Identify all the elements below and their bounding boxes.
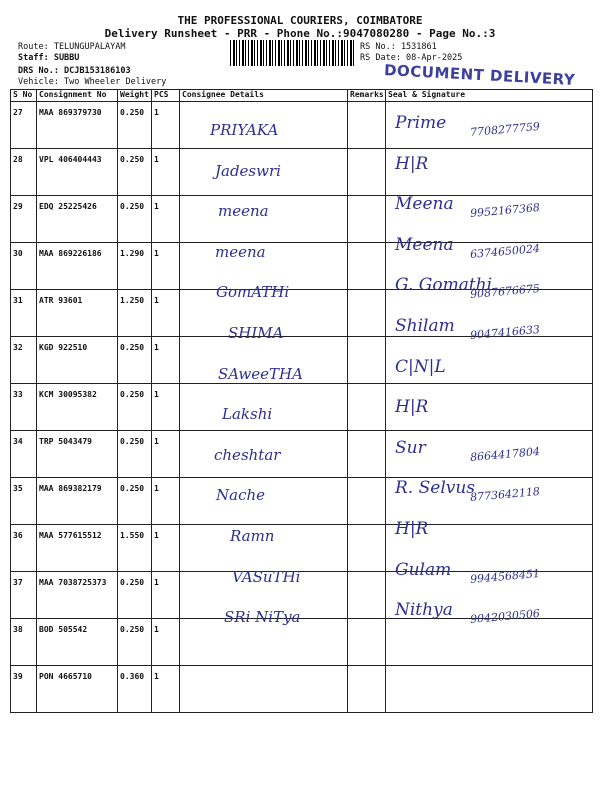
table-header-row xyxy=(11,90,593,102)
signature-handwriting: H|R xyxy=(395,519,429,539)
pcs-cell: 1 xyxy=(152,149,180,196)
pcs-cell: 1 xyxy=(152,243,180,290)
runsheet-subtitle: Delivery Runsheet - PRR - Phone No.:9047080280 - Page No.:3 xyxy=(104,27,496,40)
sno-cell: 27 xyxy=(11,102,37,149)
signature-handwriting: G. Gomathi xyxy=(395,275,493,296)
drs-number: DRS No.: DCJB153186103 xyxy=(18,66,131,76)
remarks-cell xyxy=(348,619,386,666)
remarks-cell xyxy=(348,102,386,149)
consignment-cell: BOD 505542 xyxy=(37,619,118,666)
signature-handwriting: C|N|L xyxy=(395,356,446,377)
col-signature: Seal & Signature xyxy=(386,90,593,102)
remarks-cell xyxy=(348,149,386,196)
col-weight: Weight xyxy=(118,90,152,102)
sno-cell: 37 xyxy=(11,572,37,619)
consignment-cell: TRP 5043479 xyxy=(37,431,118,478)
document-delivery-stamp: DOCUMENT DELIVERY xyxy=(383,61,576,89)
sno-cell: 36 xyxy=(11,525,37,572)
signature-handwriting: Shilam xyxy=(395,316,455,336)
pcs-cell: 1 xyxy=(152,196,180,243)
signature-handwriting: H|R xyxy=(395,397,429,418)
remarks-cell xyxy=(348,666,386,713)
weight-cell: 0.250 xyxy=(118,102,152,149)
consignment-cell: KCM 30095382 xyxy=(37,384,118,431)
weight-cell: 0.250 xyxy=(118,384,152,431)
phone-handwriting: 9047416633 xyxy=(469,322,541,343)
barcode xyxy=(230,40,354,66)
weight-cell: 0.250 xyxy=(118,478,152,525)
weight-cell: 0.250 xyxy=(118,431,152,478)
phone-handwriting: 7708277759 xyxy=(469,119,541,140)
signature-handwriting: Meena xyxy=(395,194,454,215)
consignee-cell xyxy=(180,666,348,713)
pcs-cell: 1 xyxy=(152,478,180,525)
signature-cell xyxy=(386,619,593,666)
phone-handwriting: 8773642118 xyxy=(469,485,541,505)
sno-cell: 38 xyxy=(11,619,37,666)
staff-label: Staff: SUBBU xyxy=(18,53,80,63)
consignee-handwriting: Lakshi xyxy=(222,405,273,424)
weight-cell: 0.250 xyxy=(118,149,152,196)
pcs-cell: 1 xyxy=(152,102,180,149)
sno-cell: 31 xyxy=(11,290,37,337)
consignee-handwriting: meena xyxy=(215,242,266,261)
consignee-handwriting: meena xyxy=(218,202,269,221)
remarks-cell xyxy=(348,525,386,572)
signature-handwriting: R. Selvus xyxy=(395,478,476,499)
phone-handwriting: 8664417804 xyxy=(469,444,541,464)
remarks-cell xyxy=(348,384,386,431)
consignment-cell: KGD 922510 xyxy=(37,337,118,384)
table-row xyxy=(11,619,593,666)
consignment-cell: MAA 869379730 xyxy=(37,102,118,149)
col-sno: S No xyxy=(11,90,37,102)
consignment-cell: MAA 577615512 xyxy=(37,525,118,572)
sno-cell: 33 xyxy=(11,384,37,431)
consignee-handwriting: SRi NiTya xyxy=(224,608,301,627)
pcs-cell: 1 xyxy=(152,666,180,713)
weight-cell: 1.550 xyxy=(118,525,152,572)
signature-handwriting: Nithya xyxy=(395,600,453,621)
pcs-cell: 1 xyxy=(152,431,180,478)
consignee-handwriting: VASuTHi xyxy=(232,567,301,586)
phone-handwriting: 9944568451 xyxy=(469,566,541,586)
remarks-cell xyxy=(348,243,386,290)
consignee-handwriting: Nache xyxy=(216,486,266,505)
consignment-cell: VPL 406404443 xyxy=(37,149,118,196)
signature-handwriting: Meena xyxy=(395,234,454,255)
remarks-cell xyxy=(348,196,386,243)
vehicle-label: Vehicle: Two Wheeler Delivery xyxy=(18,77,167,87)
weight-cell: 0.250 xyxy=(118,196,152,243)
rs-number: RS No.: 1531861 xyxy=(360,42,437,52)
route-label: Route: TELUNGUPALAYAM xyxy=(18,42,126,52)
table-row xyxy=(11,525,593,572)
sno-cell: 35 xyxy=(11,478,37,525)
pcs-cell: 1 xyxy=(152,337,180,384)
col-consignee: Consignee Details xyxy=(180,90,348,102)
sno-cell: 34 xyxy=(11,431,37,478)
pcs-cell: 1 xyxy=(152,572,180,619)
signature-handwriting: Sur xyxy=(395,437,426,458)
sno-cell: 32 xyxy=(11,337,37,384)
consignment-cell: MAA 7038725373 xyxy=(37,572,118,619)
consignment-cell: PON 4665710 xyxy=(37,666,118,713)
weight-cell: 0.250 xyxy=(118,337,152,384)
sno-cell: 30 xyxy=(11,243,37,290)
rs-date: RS Date: 08-Apr-2025 xyxy=(360,53,463,63)
consignee-handwriting: SHIMA xyxy=(228,324,284,342)
phone-handwriting: 9952167368 xyxy=(469,201,541,221)
weight-cell: 1.250 xyxy=(118,290,152,337)
weight-cell: 0.360 xyxy=(118,666,152,713)
consignment-cell: ATR 93601 xyxy=(37,290,118,337)
company-name: THE PROFESSIONAL COURIERS, COIMBATORE xyxy=(177,14,423,27)
signature-handwriting: Gulam xyxy=(395,559,452,580)
consignee-handwriting: cheshtar xyxy=(214,445,281,464)
remarks-cell xyxy=(348,290,386,337)
remarks-cell xyxy=(348,431,386,478)
col-consignment: Consignment No xyxy=(37,90,118,102)
remarks-cell xyxy=(348,478,386,525)
consignee-handwriting: PRIYAKA xyxy=(210,121,279,139)
signature-handwriting: H|R xyxy=(395,153,429,174)
signature-handwriting: Prime xyxy=(395,113,447,133)
remarks-cell xyxy=(348,572,386,619)
col-remarks: Remarks xyxy=(348,90,386,102)
phone-handwriting: 6374650024 xyxy=(469,241,541,261)
table-row xyxy=(11,384,593,431)
pcs-cell: 1 xyxy=(152,525,180,572)
table-row xyxy=(11,666,593,713)
weight-cell: 0.250 xyxy=(118,572,152,619)
phone-handwriting: 9087676675 xyxy=(469,282,541,302)
col-pcs: PCS xyxy=(152,90,180,102)
consignment-cell: MAA 869382179 xyxy=(37,478,118,525)
signature-cell xyxy=(386,666,593,713)
remarks-cell xyxy=(348,337,386,384)
consignee-handwriting: Jadeswri xyxy=(215,161,281,180)
pcs-cell: 1 xyxy=(152,384,180,431)
consignment-cell: MAA 869226186 xyxy=(37,243,118,290)
sno-cell: 29 xyxy=(11,196,37,243)
table-row xyxy=(11,196,593,243)
consignment-cell: EDQ 25225426 xyxy=(37,196,118,243)
sno-cell: 39 xyxy=(11,666,37,713)
pcs-cell: 1 xyxy=(152,290,180,337)
table-row xyxy=(11,149,593,196)
consignee-handwriting: GomATHi xyxy=(216,283,290,302)
pcs-cell: 1 xyxy=(152,619,180,666)
sno-cell: 28 xyxy=(11,149,37,196)
consignee-handwriting: SAweeTHA xyxy=(218,364,303,383)
consignee-handwriting: Ramn xyxy=(230,527,275,545)
weight-cell: 1.290 xyxy=(118,243,152,290)
weight-cell: 0.250 xyxy=(118,619,152,666)
phone-handwriting: 9042030506 xyxy=(469,607,541,627)
